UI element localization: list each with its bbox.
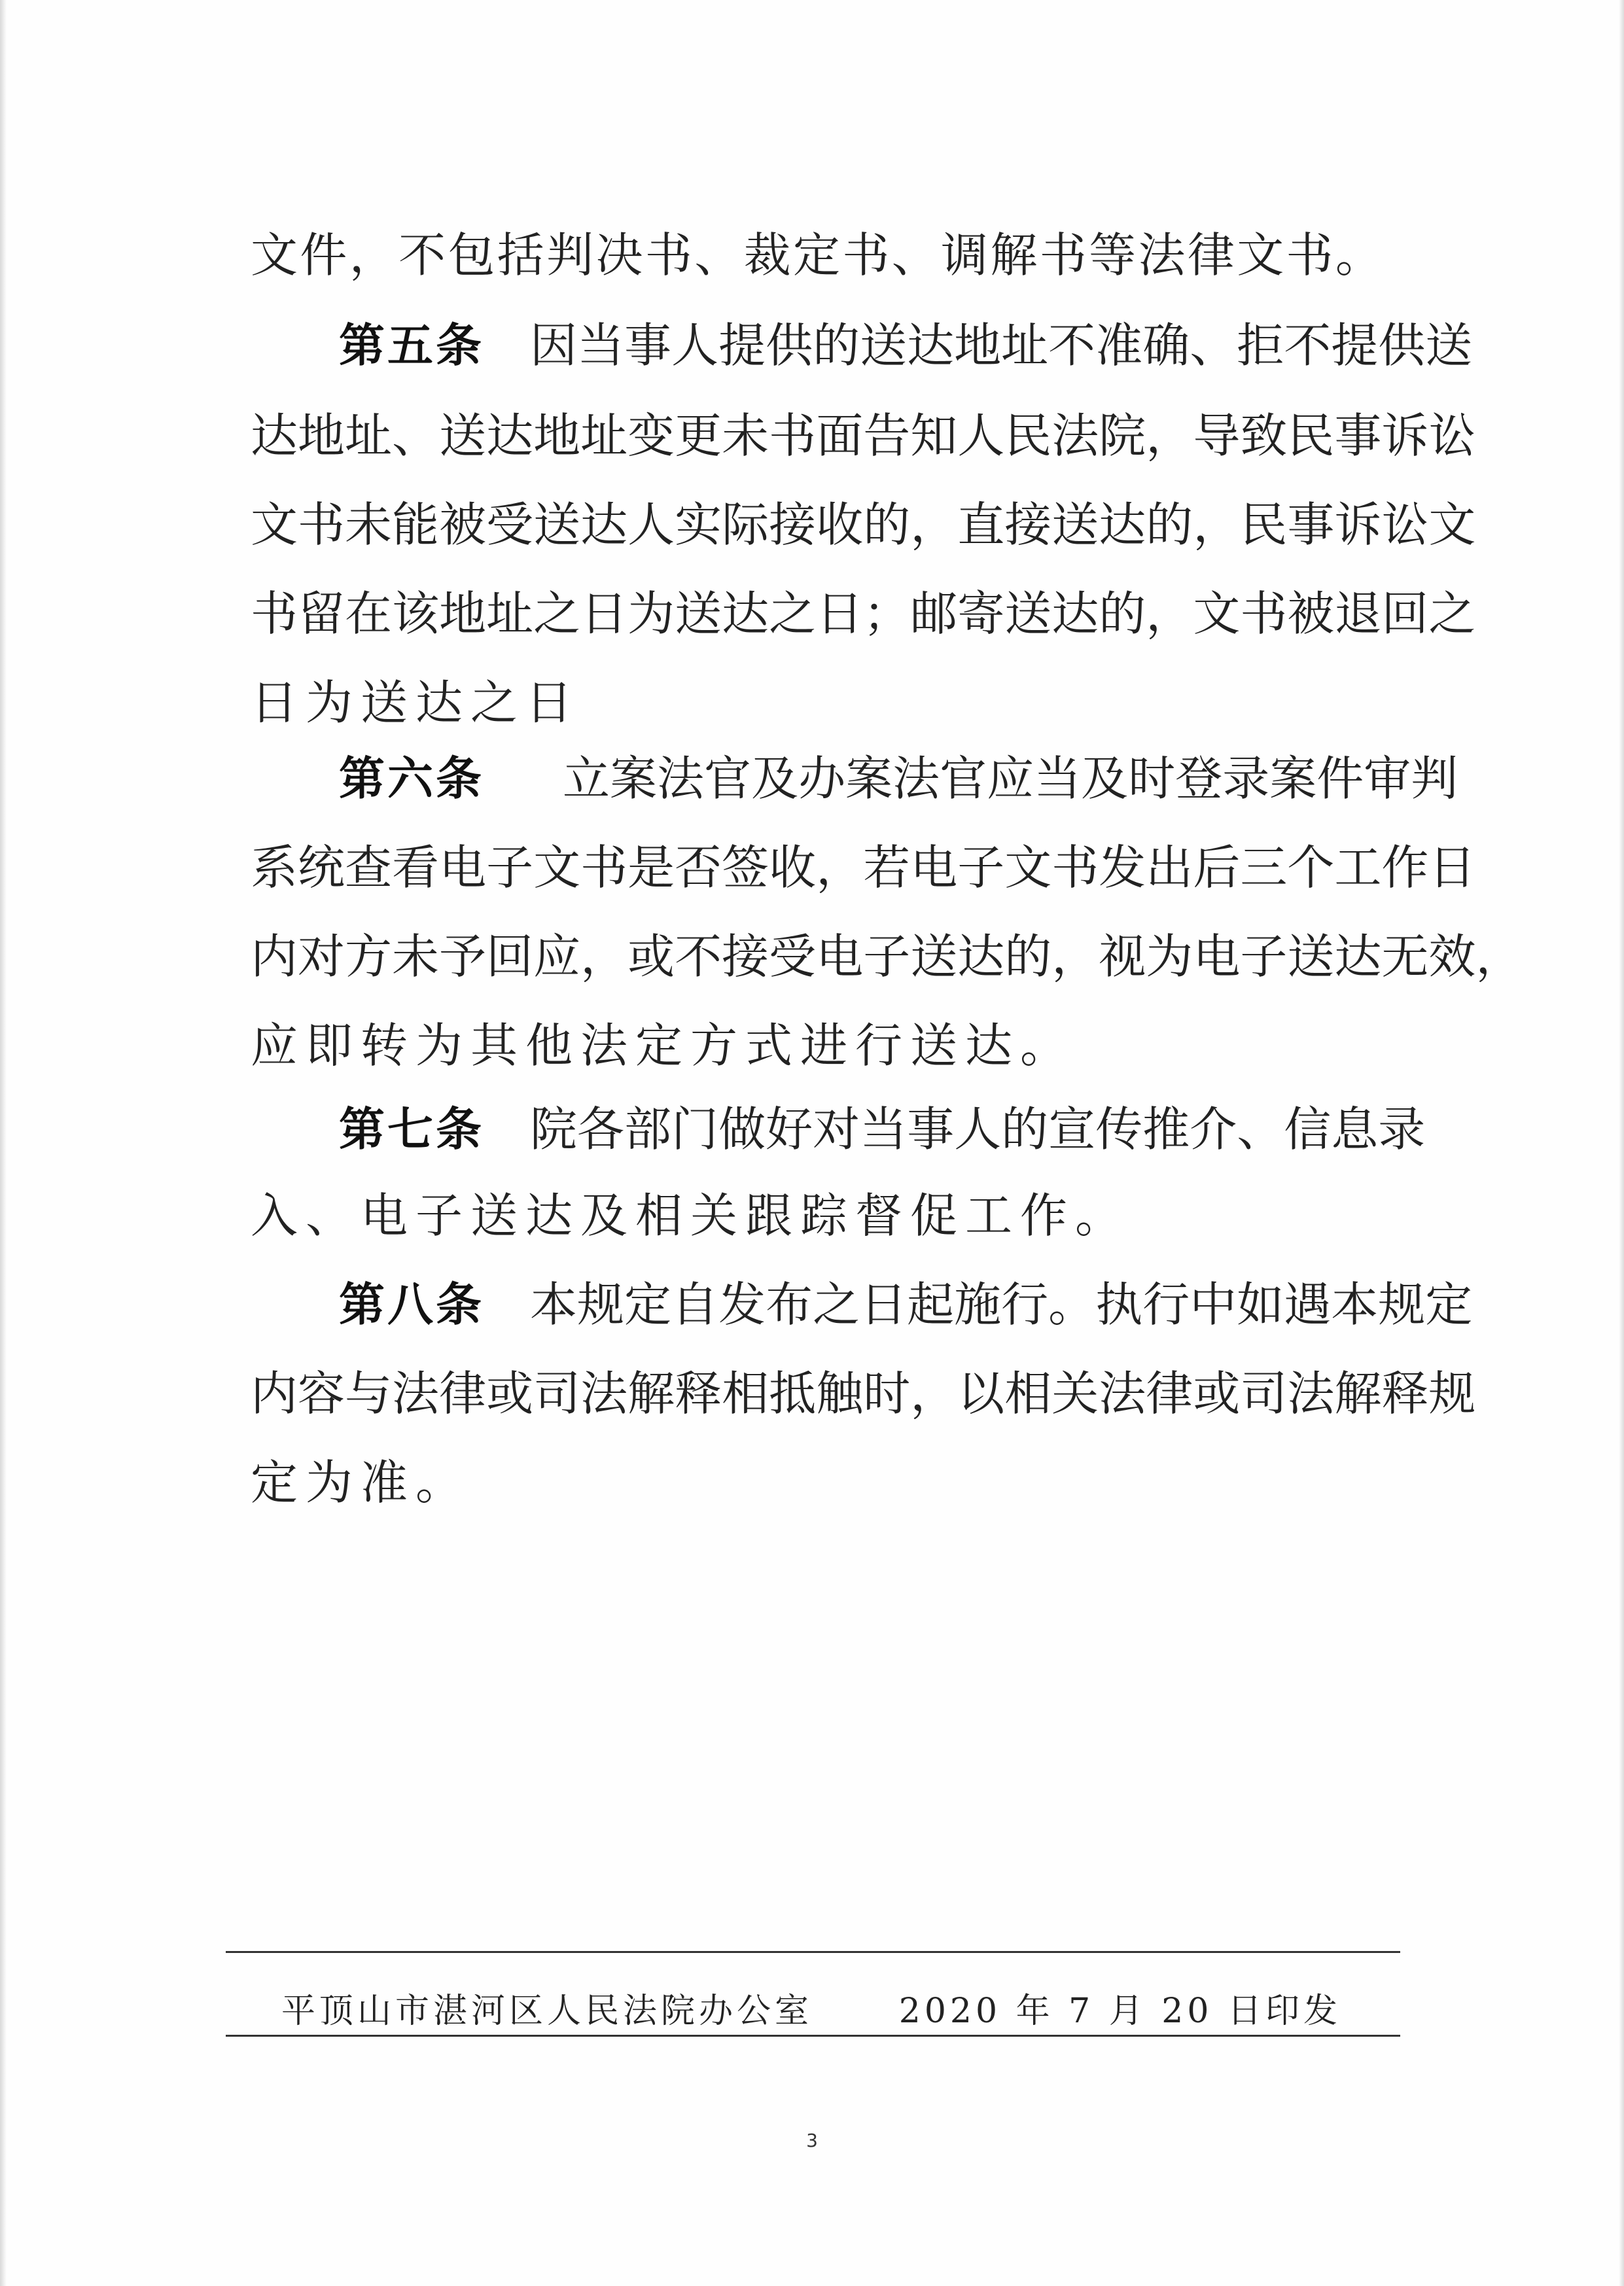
article-6-text: 立 案 法 官 及 办 案 法 官 应 当 及 时 登 录 案 件 审 判: [563, 751, 1458, 806]
article-7-text: 院 各 部 门 做 好 对 当 事 人 的 宣 传 推 介 、 信 息 录: [530, 1102, 1426, 1157]
issuer-name: 平顶山市湛河区人民法院办公室: [281, 1991, 813, 2031]
footer-top-rule: [226, 1951, 1400, 1953]
article-5-line: 达 地 址 、 送 达 地 址 变 更 未 书 面 告 知 人 民 法 院 ， 导 致 民 事 诉 讼: [251, 408, 1476, 463]
article-8-first-line: [339, 1272, 1473, 1337]
article-6-heading: 第六条: [339, 752, 484, 805]
article-7-heading: 第七条: [339, 1102, 484, 1156]
page-number: 3: [806, 2130, 818, 2151]
article-5-line: 日为送达之日: [251, 675, 581, 730]
scan-edge-right: [1619, 0, 1624, 2286]
footer-issue-row: [281, 1981, 1341, 2033]
article-6-line: 内 对 方 未 予 回 应 ， 或 不 接 受 电 子 送 达 的 ， 视 为 电 子 送 达 无 效 ，: [251, 929, 1523, 984]
article-5-line: 书 留 在 该 地 址 之 日 为 送 达 之 日 ； 邮 寄 送 达 的 ， 文 书 被 退 回 之: [251, 586, 1476, 641]
article-5-first-line: [339, 313, 1473, 378]
issue-date: 2020 年 7 月 20 日印发: [898, 1991, 1341, 2031]
article-7-line: 入、电子送达及相关跟踪督促工作。: [251, 1188, 1131, 1243]
article-8-heading: 第八条: [339, 1278, 484, 1331]
article-7-first-line: [339, 1097, 1426, 1162]
article-6-first-line: [339, 746, 1458, 811]
article-8-line: 定为准。: [251, 1455, 471, 1510]
body-line: 文 件 ， 不 包 括 判 决 书 、 裁 定 书 、 调 解 书 等 法 律 文 书 。: [251, 228, 1383, 283]
article-5-line: 文 书 未 能 被 受 送 达 人 实 际 接 收 的 ， 直 接 送 达 的 ， 民 事 诉 讼 文: [251, 497, 1476, 552]
article-5-heading: 第五条: [339, 319, 484, 372]
article-5-text: 因 当 事 人 提 供 的 送 达 地 址 不 准 确 、 拒 不 提 供 送: [530, 318, 1473, 373]
article-6-line: 应即转为其他法定方式进行送达。: [251, 1018, 1076, 1073]
scan-edge-left: [0, 0, 7, 2286]
article-8-line: 内 容 与 法 律 或 司 法 解 释 相 抵 触 时 ， 以 相 关 法 律 或 司 法 解 释 规: [251, 1366, 1476, 1421]
article-6-line: 系 统 查 看 电 子 文 书 是 否 签 收 ， 若 电 子 文 书 发 出 后 三 个 工 作 日: [251, 840, 1476, 895]
footer-bottom-rule: [226, 2035, 1400, 2037]
article-8-text: 本 规 定 自 发 布 之 日 起 施 行 。 执 行 中 如 遇 本 规 定: [530, 1277, 1473, 1332]
